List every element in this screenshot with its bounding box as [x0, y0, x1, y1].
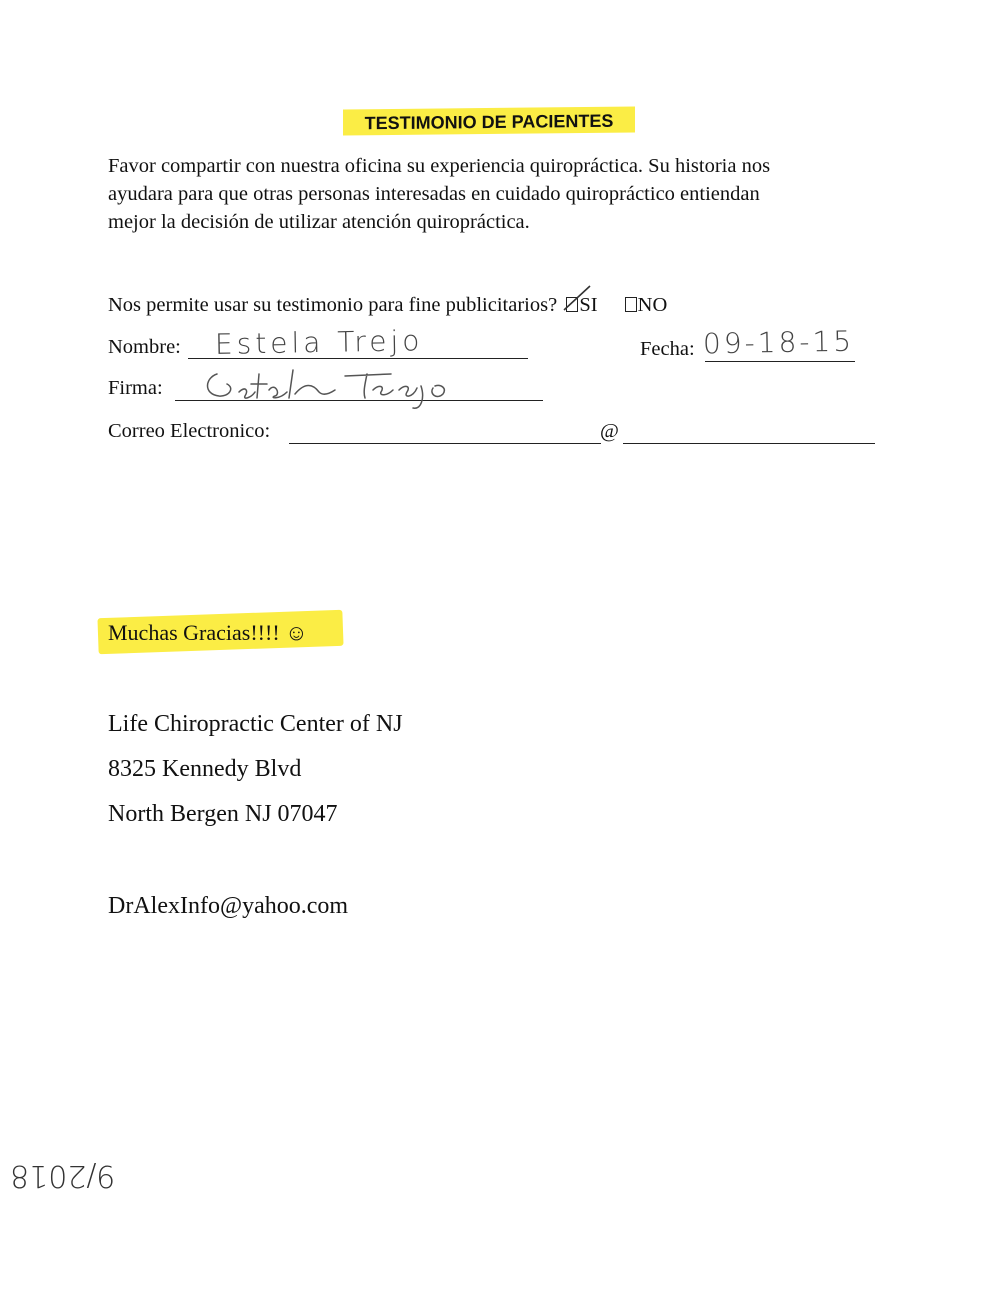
clinic-name: Life Chiropractic Center of NJ	[108, 711, 403, 737]
intro-paragraph	[108, 152, 868, 236]
fecha-line	[705, 361, 855, 362]
si-option-label: SI	[579, 294, 598, 316]
fecha-field[interactable]: 09-18-15	[702, 324, 855, 361]
clinic-email: DrAlexInfo@yahoo.com	[108, 893, 349, 919]
page-title: TESTIMONIO DE PACIENTES	[343, 106, 635, 135]
clinic-city: North Bergen NJ 07047	[108, 801, 338, 827]
si-option[interactable]	[566, 294, 602, 316]
intro-line: ayudara para que otras personas interesadas en cuidado quiropráctico entiendan	[108, 183, 760, 205]
signature	[195, 364, 465, 419]
permission-question-text: Nos permite usar su testimonio para fine publicitarios?	[108, 294, 558, 316]
no-option[interactable]	[625, 294, 668, 316]
permission-question	[108, 294, 667, 317]
no-checkbox[interactable]	[625, 297, 637, 312]
correo-label: Correo Electronico:	[108, 420, 271, 442]
intro-line: Favor compartir con nuestra oficina su experiencia quiropráctica. Su historia nos	[108, 155, 771, 177]
correo-user-line[interactable]	[289, 443, 601, 444]
intro-line: mejor la decisión de utilizar atención quiropráctica.	[108, 211, 530, 233]
signature-drawing	[195, 364, 465, 414]
si-checkmark-icon	[560, 282, 594, 316]
footer-mark: 9/2018	[10, 1158, 116, 1193]
nombre-field[interactable]: Estela Trejo	[214, 324, 424, 361]
fecha-label: Fecha:	[640, 338, 695, 360]
correo-domain-line[interactable]	[623, 443, 875, 444]
clinic-street: 8325 Kennedy Blvd	[108, 756, 302, 782]
nombre-label: Nombre:	[108, 336, 181, 358]
thanks-text: Muchas Gracias!!!! ☺	[108, 620, 308, 645]
no-option-label: NO	[637, 294, 668, 316]
firma-label: Firma:	[108, 377, 163, 399]
at-sign: @	[600, 420, 619, 442]
